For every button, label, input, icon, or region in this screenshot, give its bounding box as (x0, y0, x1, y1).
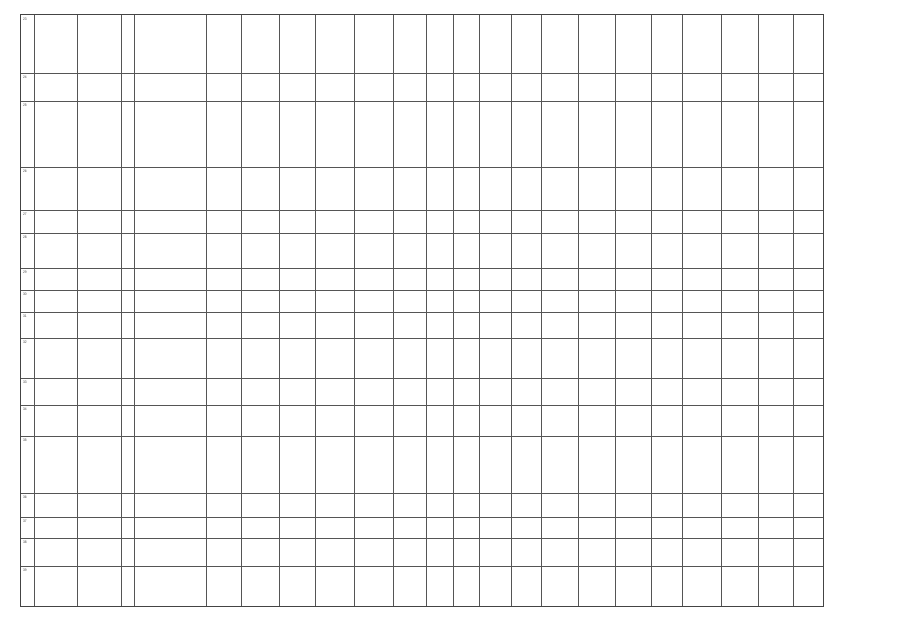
row-number: 31 (23, 314, 27, 318)
row-number: 39 (23, 568, 27, 572)
row-divider (21, 493, 823, 494)
row-number: 37 (23, 519, 27, 523)
row-number: 35 (23, 438, 27, 442)
row-divider (21, 268, 823, 269)
row-number: 33 (23, 380, 27, 384)
row-number: 24 (23, 75, 27, 79)
row-divider (21, 566, 823, 567)
row-number: 36 (23, 495, 27, 499)
row-number: 25 (23, 103, 27, 107)
row-number: 26 (23, 169, 27, 173)
row-divider (21, 101, 823, 102)
row-divider (21, 167, 823, 168)
row-number: 32 (23, 340, 27, 344)
row-divider (21, 73, 823, 74)
row-number: 27 (23, 212, 27, 216)
row-number: 29 (23, 270, 27, 274)
row-divider (21, 312, 823, 313)
row-divider (21, 233, 823, 234)
row-divider (21, 517, 823, 518)
row-divider (21, 290, 823, 291)
row-divider (21, 338, 823, 339)
row-number: 30 (23, 292, 27, 296)
row-divider (21, 436, 823, 437)
row-number: 34 (23, 407, 27, 411)
row-number: 23 (23, 17, 27, 21)
row-number: 28 (23, 235, 27, 239)
row-number: 38 (23, 540, 27, 544)
row-divider (21, 405, 823, 406)
document-table (20, 14, 824, 607)
row-divider (21, 210, 823, 211)
row-divider (21, 538, 823, 539)
row-divider (21, 378, 823, 379)
